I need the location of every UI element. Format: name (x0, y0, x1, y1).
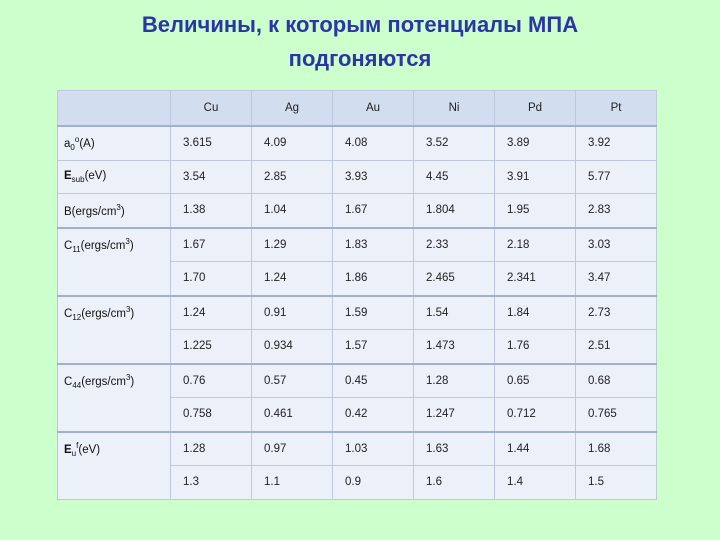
table-cell: 0.97 (252, 432, 333, 466)
table-cell: 1.804 (414, 194, 495, 228)
table-cell: 0.934 (252, 330, 333, 364)
table-cell: 2.341 (495, 262, 576, 296)
table-cell: 3.52 (414, 126, 495, 160)
table-cell: 1.76 (495, 330, 576, 364)
table-row-a0 (58, 126, 657, 160)
table-row-c44-a (58, 364, 657, 398)
table-cell: 1.28 (171, 432, 252, 466)
table-cell: 2.33 (414, 228, 495, 262)
table-cell: 1.4 (495, 466, 576, 500)
table-cell: 0.42 (333, 398, 414, 432)
column-header-ag: Ag (252, 91, 333, 127)
table-cell: 1.38 (171, 194, 252, 228)
table-cell: 1.6 (414, 466, 495, 500)
properties-table (57, 90, 655, 489)
table-cell: 0.45 (333, 364, 414, 398)
table-cell: 3.91 (495, 160, 576, 194)
table-cell: 1.57 (333, 330, 414, 364)
table-cell: 2.18 (495, 228, 576, 262)
table-cell: 1.83 (333, 228, 414, 262)
row-label-b: $B(ergs/cm^3)$ (58, 194, 171, 228)
row-label-a0: $a_0^o(A)$ (58, 126, 171, 160)
table-row-c12-a (58, 296, 657, 330)
table-cell: 0.712 (495, 398, 576, 432)
row-label-esub: $E_{sub}(eV)$ (58, 160, 171, 194)
table-cell: 0.68 (576, 364, 657, 398)
table-cell: 1.04 (252, 194, 333, 228)
slide-title-line2: подгоняются (288, 46, 432, 71)
table-cell: 1.247 (414, 398, 495, 432)
table-cell: 1.63 (414, 432, 495, 466)
table-cell: 0.758 (171, 398, 252, 432)
table-cell: 3.615 (171, 126, 252, 160)
row-label-c44: $C_{44}(ergs/cm^3)$ (58, 364, 171, 432)
table-cell: 1.24 (171, 296, 252, 330)
table-cell: 1.70 (171, 262, 252, 296)
table-cell: 1.44 (495, 432, 576, 466)
table-cell: 1.54 (414, 296, 495, 330)
table-cell: 1.3 (171, 466, 252, 500)
row-label-euf: $E_u^f(eV)$ (58, 432, 171, 500)
table-cell: 4.45 (414, 160, 495, 194)
table-cell: 1.1 (252, 466, 333, 500)
table-cell: 0.9 (333, 466, 414, 500)
table-cell: 0.65 (495, 364, 576, 398)
table-cell: 3.47 (576, 262, 657, 296)
row-label-c12: $C_{12}(ergs/cm^3)$ (58, 296, 171, 364)
table-cell: 4.09 (252, 126, 333, 160)
table-cell: 2.465 (414, 262, 495, 296)
table-header-row (58, 91, 657, 127)
slide-title (0, 8, 720, 76)
table-row-euf-a (58, 432, 657, 466)
table-cell: 1.03 (333, 432, 414, 466)
row-label-c11: $C_{11}(ergs/cm^3)$ (58, 228, 171, 296)
header-corner-cell (58, 91, 171, 127)
table-cell: 1.5 (576, 466, 657, 500)
column-header-au: Au (333, 91, 414, 127)
table-cell: 1.24 (252, 262, 333, 296)
table-cell: 2.73 (576, 296, 657, 330)
table-cell: 5.77 (576, 160, 657, 194)
table-cell: 1.67 (171, 228, 252, 262)
column-header-ni: Ni (414, 91, 495, 127)
table-row-esub (58, 160, 657, 194)
table-cell: 1.473 (414, 330, 495, 364)
table-cell: 1.59 (333, 296, 414, 330)
table-cell: 3.89 (495, 126, 576, 160)
table-cell: 1.86 (333, 262, 414, 296)
table-row-b (58, 194, 657, 228)
slide-title-line1: Величины, к которым потенциалы МПА (141, 12, 579, 37)
table-cell: 3.03 (576, 228, 657, 262)
table-cell: 1.68 (576, 432, 657, 466)
table-cell: 1.84 (495, 296, 576, 330)
table-cell: 4.08 (333, 126, 414, 160)
table-cell: 1.225 (171, 330, 252, 364)
table-cell: 1.29 (252, 228, 333, 262)
table-cell: 2.51 (576, 330, 657, 364)
table-cell: 2.83 (576, 194, 657, 228)
column-header-cu: Cu (171, 91, 252, 127)
column-header-pt: Pt (576, 91, 657, 127)
table-cell: 0.461 (252, 398, 333, 432)
table-cell: 0.76 (171, 364, 252, 398)
table-cell: 0.91 (252, 296, 333, 330)
table-cell: 1.28 (414, 364, 495, 398)
table-cell: 1.95 (495, 194, 576, 228)
column-header-pd: Pd (495, 91, 576, 127)
table-cell: 3.93 (333, 160, 414, 194)
table-cell: 0.57 (252, 364, 333, 398)
table-cell: 2.85 (252, 160, 333, 194)
table-cell: 3.54 (171, 160, 252, 194)
table-row-c11-a (58, 228, 657, 262)
table-cell: 3.92 (576, 126, 657, 160)
table-cell: 0.765 (576, 398, 657, 432)
table-cell: 1.67 (333, 194, 414, 228)
